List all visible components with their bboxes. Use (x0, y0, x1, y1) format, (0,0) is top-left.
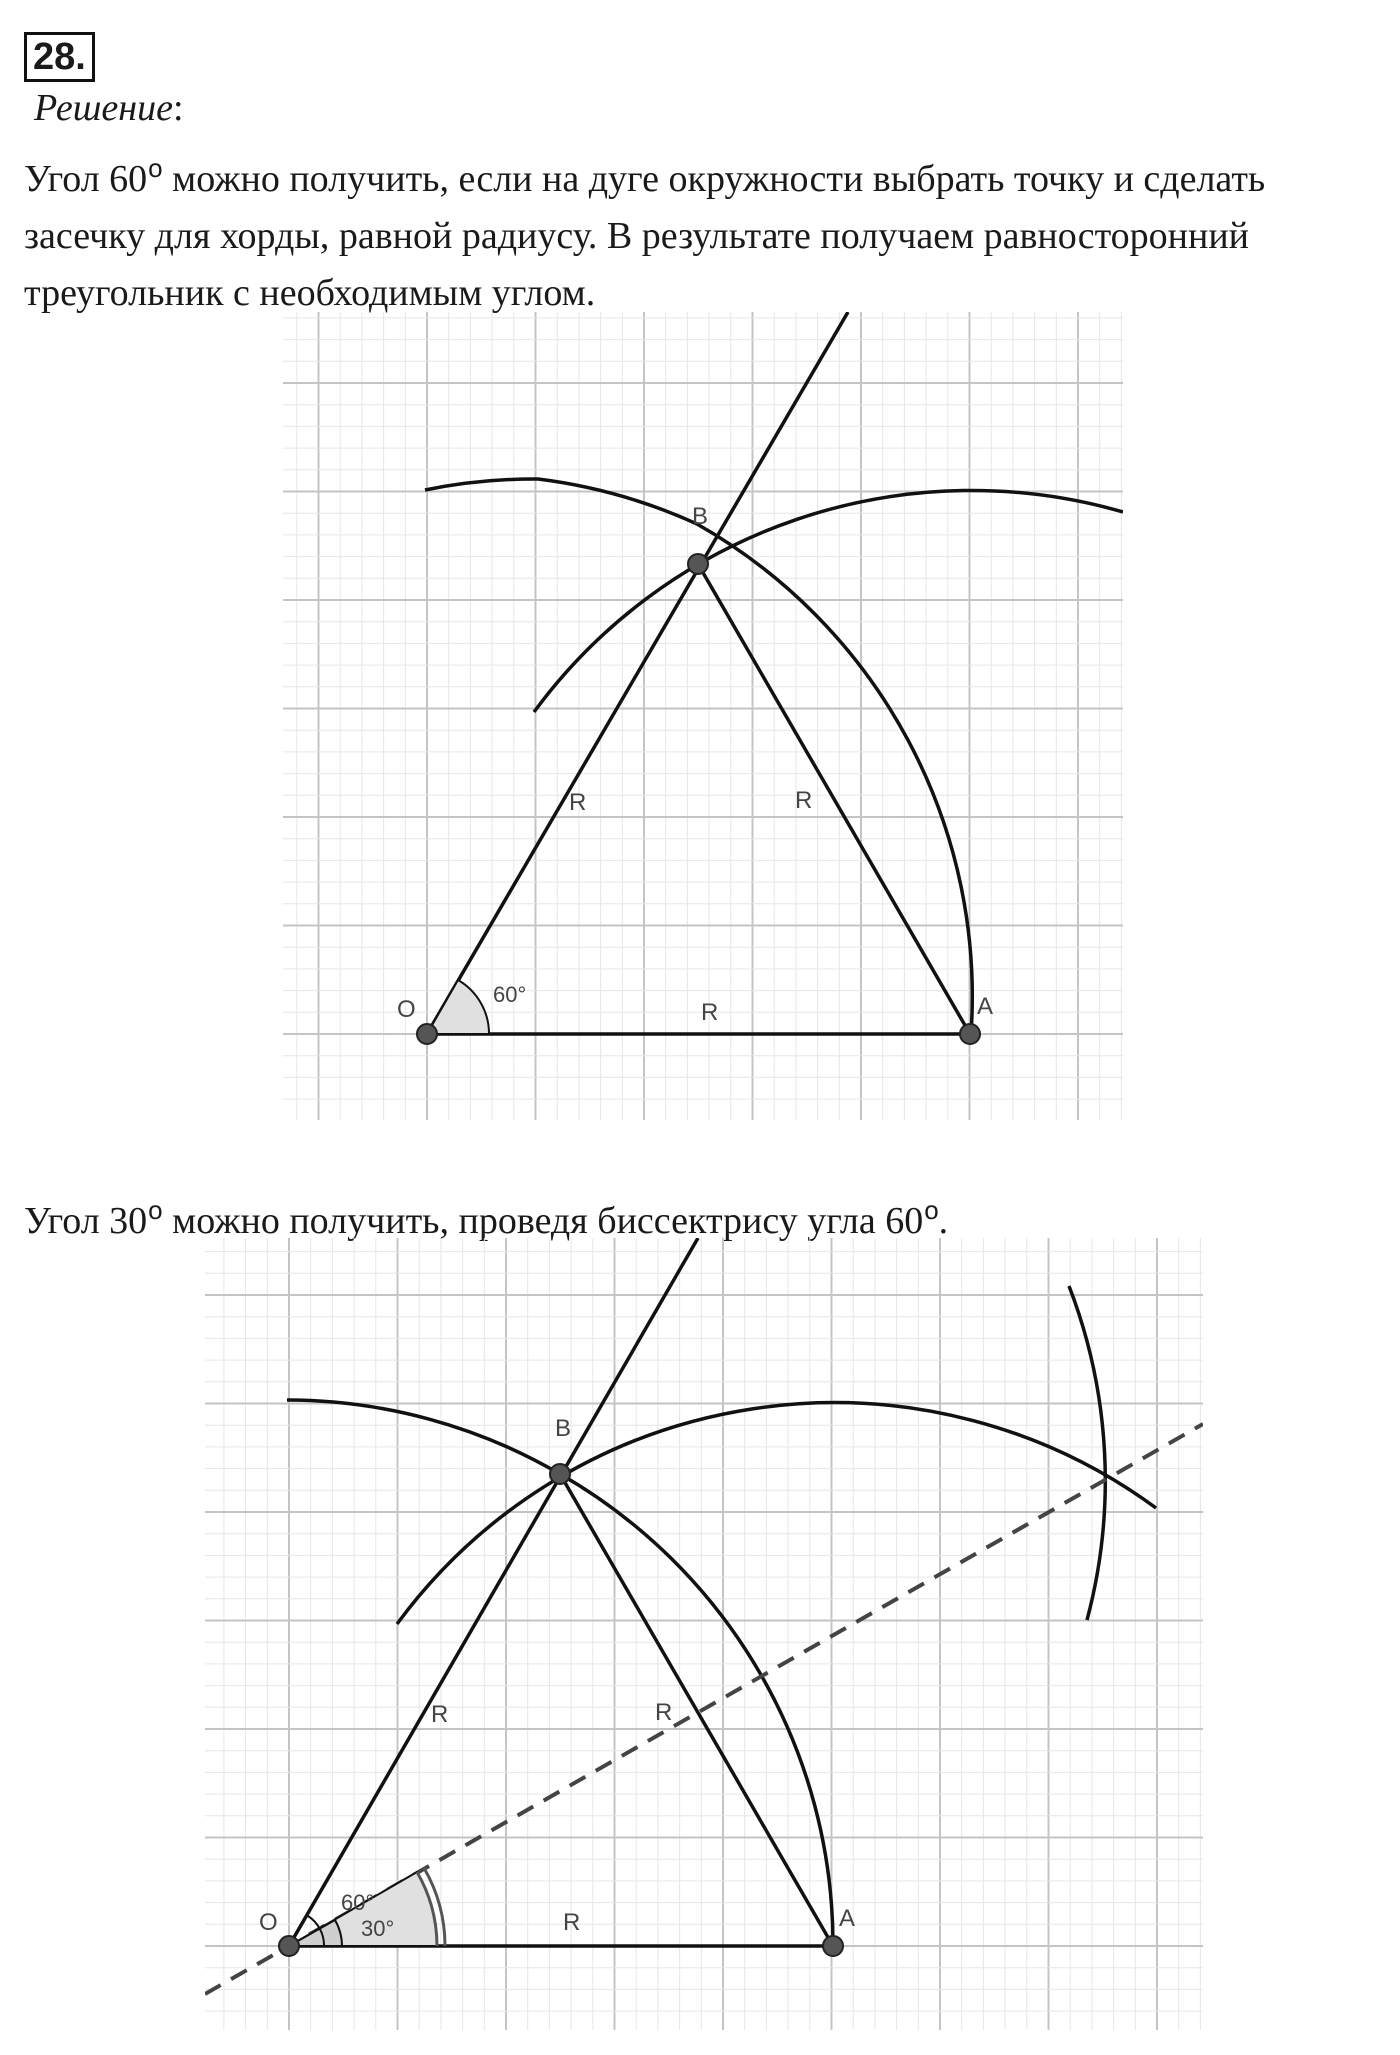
degree-sign-1: o (148, 1195, 163, 1225)
label-r-ob: R (431, 1701, 449, 1728)
solution-colon: : (172, 87, 184, 129)
label-r-oa: R (701, 999, 719, 1026)
label-b: B (555, 1415, 572, 1442)
figure-60-degree-construction (283, 312, 1123, 1125)
label-angle-30: 30° (361, 1916, 395, 1941)
figure-30-degree-construction (205, 1238, 1203, 2035)
point-o (417, 1024, 437, 1044)
arc-from-o (397, 1403, 1156, 1624)
label-r-ab: R (795, 787, 813, 814)
p1-after: можно получить, если на дуге окружности выбрать точку и сделать засечку для хорды, равной радиусу. В результате получаем равносторонний треугольник с необходимым углом. (24, 158, 1266, 314)
solution-heading (34, 86, 184, 130)
label-o: O (259, 1909, 278, 1936)
label-angle-60: 60° (341, 1890, 375, 1915)
label-b: B (692, 503, 709, 530)
p2-part2: можно получить, проведя биссектрису угла 60 (162, 1200, 924, 1242)
point-b (688, 554, 708, 574)
problem-number: 28. (24, 32, 95, 82)
p2-part1: Угол 30 (24, 1200, 148, 1242)
point-b (550, 1464, 570, 1484)
label-angle-60: 60° (493, 982, 527, 1007)
segment-ab (560, 1474, 833, 1946)
label-a: A (977, 993, 994, 1020)
bisector-arc (1069, 1286, 1105, 1620)
solution-label: Решение (34, 87, 173, 129)
p1-before: Угол 60 (24, 158, 148, 200)
label-a: A (839, 1905, 856, 1932)
angle-60-marker (427, 980, 489, 1034)
p2-part3: . (938, 1200, 949, 1242)
label-r-oa: R (563, 1909, 581, 1936)
label-r-ab: R (655, 1699, 673, 1726)
degree-sign: o (148, 153, 163, 183)
point-a (823, 1936, 843, 1956)
paragraph-60-degree (24, 140, 1384, 322)
label-r-ob: R (569, 789, 587, 816)
degree-sign-2: o (924, 1195, 939, 1225)
label-o: O (397, 996, 416, 1023)
point-a (960, 1024, 980, 1044)
point-o (279, 1936, 299, 1956)
